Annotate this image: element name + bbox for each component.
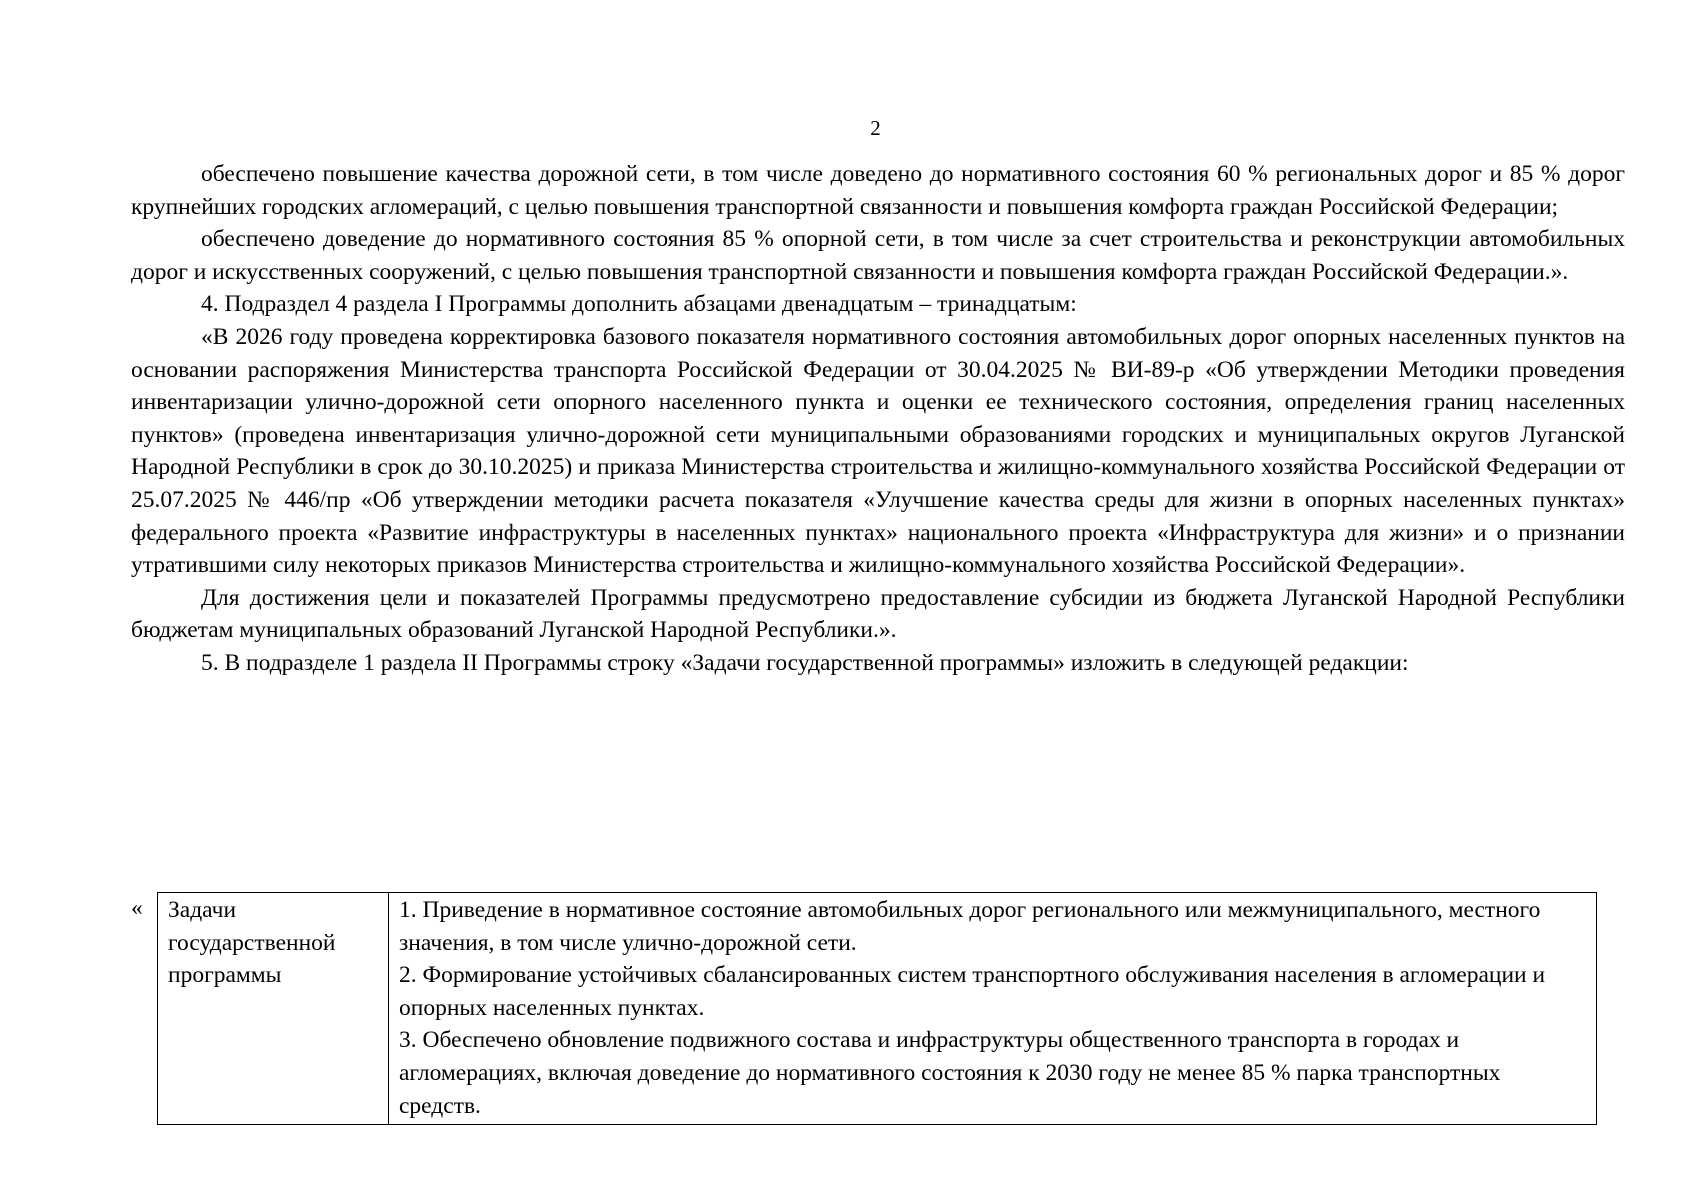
label-line: государственной xyxy=(168,929,336,956)
label-line: программы xyxy=(168,962,282,989)
tasks-table xyxy=(157,892,1597,1125)
paragraph: обеспечено повышение качества дорожной сети, в том числе доведено до нормативного состояния 60 % региональных дорог и 85 % дорог крупнейших городских агломераций, с целью повышения транспортной связанности и повышения комфорта граждан Российской Федерации; xyxy=(131,161,1625,220)
table-label-cell xyxy=(158,893,389,1125)
paragraph: Для достижения цели и показателей Программы предусмотрено предоставление субсидии из бюджета Луганской Народной Республики бюджетам муниципальных образований Луганской Народной Республики.». xyxy=(131,584,1625,644)
table-value-cell xyxy=(389,893,1597,1125)
table-row xyxy=(158,893,1597,1125)
opening-quote-mark: « xyxy=(131,895,143,921)
task-item: 2. Формирование устойчивых сбалансированных систем транспортного обслуживания населения в агломерации и опорных населенных пунктах. xyxy=(399,962,1546,1021)
paragraph: обеспечено доведение до нормативного состояния 85 % опорной сети, в том числе за счет строительства и реконструкции автомобильных дорог и искусственных сооружений, с целью повышения транспортной связанности и повышения комфорта граждан Российской Федерации.». xyxy=(131,226,1625,285)
task-item: 3. Обеспечено обновление подвижного состава и инфраструктуры общественного транспорта в городах и агломерациях, включая доведение до нормативного состояния к 2030 году не менее 85 % парка транспортных средств. xyxy=(399,1027,1501,1119)
paragraph: «В 2026 году проведена корректировка базового показателя нормативного состояния автомобильных дорог опорных населенных пунктов на основании распоряжения Министерства транспорта Российской Федерации от 30.04.2025 № ВИ-89-р «Об утверждении Методики проведения инвентаризации улично-дорожной сети опорного населенного пункта и оценки ее технического состояния, определения границ населенных пунктов» (проведена инвентаризация улично-дорожной сети муниципальными образованиями городских и муниципальных округов Луганской Народной Республики в срок до 30.10.2025) и приказа Министерства строительства и жилищно-коммунального хозяйства Российской Федерации от 25.07.2025 № 446/пр «Об утверждении методики расчета показателя «Улучшение качества среды для жизни в опорных населенных пунктах» федерального проекта «Развитие инфраструктуры в населенных пунктах» национального проекта «Инфраструктура для жизни» и о признании утратившими силу некоторых приказов Министерства строительства и жилищно-коммунального хозяйства Российской Федерации». xyxy=(131,323,1625,579)
task-item: 1. Приведение в нормативное состояние автомобильных дорог регионального или межмуниципального, местного значения, в том числе улично-дорожной сети. xyxy=(399,897,1541,956)
page-number: 2 xyxy=(870,116,881,140)
document-body xyxy=(131,158,1625,680)
paragraph: 5. В подразделе 1 раздела II Программы строку «Задачи государственной программы» изложить в следующей редакции: xyxy=(201,649,1409,676)
paragraph: 4. Подраздел 4 раздела I Программы дополнить абзацами двенадцатым – тринадцатым: xyxy=(201,291,1077,318)
label-line: Задачи xyxy=(168,897,237,923)
